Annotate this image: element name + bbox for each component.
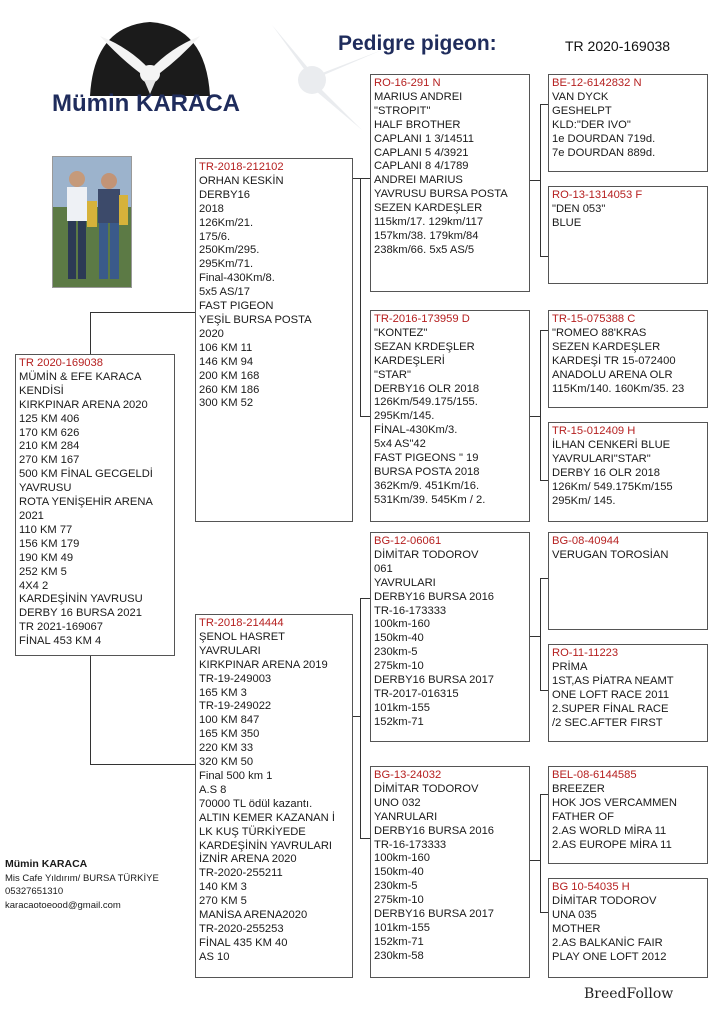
- detail-line: KIRKPINAR ARENA 2019: [199, 658, 328, 671]
- detail-line: 126Km/ 549.175Km/155: [552, 480, 673, 493]
- detail-line: "DEN 053": [552, 202, 606, 215]
- detail-line: BREEZER: [552, 782, 605, 795]
- pigeon-details: [199, 175, 352, 411]
- connector-line: [352, 716, 361, 717]
- detail-line: KARDEŞİNİN YAVRULARI: [199, 839, 333, 852]
- detail-line: 275km-10: [374, 660, 424, 673]
- detail-line: TR-19-249022: [199, 700, 272, 713]
- pedigree-box-sire-sire-sire: [548, 74, 708, 172]
- detail-line: "STAR": [374, 368, 411, 381]
- detail-line: KLD:"DER IVO": [552, 118, 631, 131]
- detail-line: 260 KM 186: [199, 383, 260, 396]
- detail-line: 175/6.: [199, 230, 231, 243]
- detail-line: DERBY 16 BURSA 2021: [19, 607, 142, 620]
- pigeon-details: [552, 549, 707, 563]
- detail-line: 230km-5: [374, 880, 418, 893]
- detail-line: KENDİSİ: [19, 384, 64, 397]
- ring-number: TR-15-075388 C: [552, 313, 636, 325]
- ring-number: BG 10-54035 H: [552, 881, 630, 893]
- connector-line: [90, 312, 195, 313]
- detail-line: 270 KM 167: [19, 454, 80, 467]
- detail-line: 2021: [19, 509, 44, 522]
- detail-line: 140 KM 3: [199, 881, 247, 894]
- detail-line: TR-16-173333: [374, 838, 447, 851]
- connector-line: [530, 636, 541, 637]
- detail-line: YAVRULARI: [374, 576, 436, 589]
- detail-line: YAVRUSU BURSA POSTA: [374, 188, 508, 201]
- detail-line: KIRKPINAR ARENA 2020: [19, 398, 148, 411]
- detail-line: Final 500 km 1: [199, 769, 273, 782]
- pedigree-box-dam-sire-dam: [548, 644, 708, 742]
- detail-line: 295Km/71.: [199, 258, 254, 271]
- detail-line: TR-2017-016315: [374, 687, 459, 700]
- detail-line: 1ST,AS PİATRA NEAMT: [552, 674, 674, 687]
- ring-number: TR-2018-212102: [199, 161, 284, 173]
- detail-line: MANİSA ARENA2020: [199, 909, 308, 922]
- detail-line: BLUE: [552, 216, 582, 229]
- detail-line: 4X4 2: [19, 579, 49, 592]
- detail-line: ONE LOFT RACE 2011: [552, 688, 670, 701]
- detail-line: 270 KM 5: [199, 895, 247, 908]
- detail-line: CAPLANI 1 3/14511: [374, 132, 474, 145]
- detail-line: İZNİR ARENA 2020: [199, 853, 297, 866]
- ring-number: RO-13-1314053 F: [552, 189, 643, 201]
- pedigree-box-sire-dam-dam: [548, 422, 708, 522]
- detail-line: A.S 8: [199, 783, 227, 796]
- detail-line: TR-19-249003: [199, 672, 272, 685]
- detail-line: ORHAN KESKİN: [199, 174, 284, 187]
- dove-logo-icon: [80, 18, 220, 96]
- detail-line: HOK JOS VERCAMMEN: [552, 796, 677, 809]
- detail-line: 125 KM 406: [19, 412, 80, 425]
- ring-number: BE-12-6142832 N: [552, 77, 642, 89]
- detail-line: 165 KM 3: [199, 686, 247, 699]
- pigeon-details: [552, 661, 707, 731]
- connector-line: [540, 794, 541, 912]
- pigeon-details: [199, 631, 352, 965]
- detail-line: 150km-40: [374, 866, 424, 879]
- detail-line: ALTIN KEMER KAZANAN İ: [199, 811, 335, 824]
- contact-address: Mis Cafe Yıldırım/ BURSA TÜRKİYE: [5, 872, 159, 884]
- pedigree-box-sire-sire: [370, 74, 530, 292]
- detail-line: 152km-71: [374, 715, 424, 728]
- detail-line: DERBY16 BURSA 2016: [374, 824, 495, 837]
- connector-line: [530, 416, 541, 417]
- detail-line: 101km-155: [374, 701, 430, 714]
- detail-line: KARDEŞLERİ: [374, 354, 445, 367]
- detail-line: FAST PIGEON: [199, 300, 274, 313]
- detail-line: MÜMİN & EFE KARACA: [19, 370, 142, 383]
- detail-line: YEŞİL BURSA POSTA: [199, 313, 312, 326]
- detail-line: TR-2020-255211: [199, 867, 283, 880]
- contact-info: [5, 858, 159, 912]
- detail-line: VAN DYCK: [552, 90, 609, 103]
- detail-line: 157km/38. 179km/84: [374, 229, 479, 242]
- detail-line: 126Km/549.175/155.: [374, 396, 478, 409]
- detail-line: VERUGAN TOROSİAN: [552, 548, 669, 561]
- ring-number: RO-11-11223: [552, 647, 619, 659]
- detail-line: DİMİTAR TODOROV: [552, 894, 657, 907]
- pedigree-box-dam-dam-dam: [548, 878, 708, 978]
- detail-line: ROTA YENİŞEHİR ARENA: [19, 496, 153, 509]
- detail-line: 106 KM 11: [199, 341, 253, 354]
- detail-line: SEZEN KARDEŞLER: [374, 202, 483, 215]
- detail-line: ŞENOL HASRET: [199, 630, 285, 643]
- connector-line: [90, 312, 91, 354]
- detail-line: DERBY16 BURSA 2017: [374, 908, 495, 921]
- detail-line: 1e DOURDAN 719d.: [552, 132, 656, 145]
- connector-line: [530, 180, 541, 181]
- connector-line: [530, 860, 541, 861]
- detail-line: 5x4 AS"42: [374, 438, 426, 451]
- detail-line: FİNAL 453 KM 4: [19, 635, 102, 648]
- detail-line: UNO 032: [374, 796, 421, 809]
- detail-line: 150km-40: [374, 632, 424, 645]
- footer-brand: BreedFollow: [584, 986, 674, 1002]
- pigeon-details: [374, 783, 529, 964]
- ring-number: TR-2018-214444: [199, 617, 284, 629]
- detail-line: 70000 TL ödül kazantı.: [199, 797, 313, 810]
- ring-number: TR-2016-173959 D: [374, 313, 470, 325]
- pedigree-box-sire-dam: [370, 310, 530, 522]
- detail-line: 170 KM 626: [19, 426, 80, 439]
- pedigree-box-dam-sire-sire: [548, 532, 708, 630]
- ring-number: TR 2020-169038: [19, 357, 103, 369]
- ring-number: BG-08-40944: [552, 535, 620, 547]
- detail-line: 295Km/145.: [374, 410, 435, 423]
- detail-line: 320 KM 50: [199, 756, 254, 769]
- connector-line: [90, 764, 195, 765]
- detail-line: GESHELPT: [552, 104, 612, 117]
- detail-line: 100km-160: [374, 618, 430, 631]
- pigeon-details: [552, 327, 707, 397]
- detail-line: MOTHER: [552, 922, 601, 935]
- detail-line: 210 KM 284: [19, 440, 80, 453]
- pigeon-details: [374, 327, 529, 508]
- detail-line: CAPLANI 5 4/3921: [374, 146, 469, 159]
- detail-line: FİNAL-430Km/3.: [374, 424, 458, 437]
- detail-line: 101km-155: [374, 921, 430, 934]
- detail-line: ANADOLU ARENA OLR: [552, 368, 673, 381]
- detail-line: 2.AS BALKANİC FAIR: [552, 936, 663, 949]
- detail-line: 100 KM 847: [199, 714, 260, 727]
- detail-line: TR 2021-169067: [19, 621, 103, 634]
- pedigree-box-sire-sire-dam: [548, 186, 708, 284]
- detail-line: DERBY16 BURSA 2016: [374, 590, 495, 603]
- connector-line: [360, 598, 361, 838]
- detail-line: TR-16-173333: [374, 604, 447, 617]
- detail-line: 2018: [199, 202, 224, 215]
- detail-line: 061: [374, 562, 393, 575]
- pedigree-box-subject: [15, 354, 175, 656]
- detail-line: 156 KM 179: [19, 537, 80, 550]
- detail-line: LK KUŞ TÜRKİYEDE: [199, 825, 306, 838]
- detail-line: SEZAN KRDEŞLER: [374, 340, 475, 353]
- pedigree-box-dam: [195, 614, 353, 978]
- detail-line: 5x5 AS/17: [199, 286, 251, 299]
- pigeon-details: [552, 783, 707, 853]
- pedigree-box-sire-dam-sire: [548, 310, 708, 408]
- detail-line: 115Km/140. 160Km/35. 23: [552, 382, 685, 395]
- detail-line: DERBY16 OLR 2018: [374, 382, 480, 395]
- detail-line: DERBY16: [199, 188, 250, 201]
- detail-line: YAVRUSU: [19, 482, 72, 495]
- ring-number: BG-12-06061: [374, 535, 442, 547]
- detail-line: İLHAN CENKERİ BLUE: [552, 438, 671, 451]
- detail-line: CAPLANI 8 4/1789: [374, 160, 469, 173]
- pedigree-box-sire: [195, 158, 353, 522]
- detail-line: 2.AS EUROPE MİRA 11: [552, 838, 672, 851]
- breeders-photo: [52, 156, 132, 288]
- detail-line: 230km-5: [374, 646, 418, 659]
- pedigree-box-dam-sire: [370, 532, 530, 742]
- detail-line: YAVRULARI: [199, 644, 261, 657]
- detail-line: BURSA POSTA 2018: [374, 465, 480, 478]
- detail-line: DİMİTAR TODOROV: [374, 782, 479, 795]
- detail-line: 250Km/295.: [199, 244, 260, 257]
- detail-line: 115km/17. 129km/117: [374, 216, 484, 229]
- detail-line: 146 KM 94: [199, 355, 254, 368]
- detail-line: FİNAL 435 KM 40: [199, 936, 288, 949]
- detail-line: 238km/66. 5x5 AS/5: [374, 243, 475, 256]
- detail-line: DERBY 16 OLR 2018: [552, 466, 661, 479]
- detail-line: SEZEN KARDEŞLER: [552, 340, 661, 353]
- breeder-brand-name: Mümin KARACA: [52, 90, 240, 117]
- pigeon-details: [374, 91, 529, 258]
- pigeon-details: [552, 895, 707, 965]
- detail-line: 500 KM FİNAL GECGELDİ: [19, 468, 153, 481]
- detail-line: FATHER OF: [552, 810, 614, 823]
- header-ring-number: TR 2020-169038: [565, 38, 671, 54]
- detail-line: PLAY ONE LOFT 2012: [552, 950, 667, 963]
- pigeon-details: [374, 549, 529, 730]
- ring-number: TR-15-012409 H: [552, 425, 636, 437]
- pedigree-box-dam-dam: [370, 766, 530, 978]
- detail-line: KARDEŞİNİN YAVRUSU: [19, 593, 143, 606]
- connector-line: [540, 578, 541, 690]
- detail-line: AS 10: [199, 950, 230, 963]
- detail-line: 275km-10: [374, 894, 424, 907]
- ring-number: RO-16-291 N: [374, 77, 441, 89]
- detail-line: TR-2020-255253: [199, 922, 284, 935]
- connector-line: [360, 178, 361, 416]
- pigeon-details: [552, 203, 707, 231]
- detail-line: 152km-71: [374, 935, 424, 948]
- detail-line: 165 KM 350: [199, 728, 260, 741]
- detail-line: 220 KM 33: [199, 742, 254, 755]
- pigeon-details: [552, 91, 707, 161]
- detail-line: 230km-58: [374, 949, 424, 962]
- contact-name: Mümin KARACA: [5, 858, 88, 870]
- detail-line: /2 SEC.AFTER FIRST: [552, 716, 663, 729]
- detail-line: 126Km/21.: [199, 216, 254, 229]
- detail-line: 531Km/39. 545Km / 2.: [374, 493, 486, 506]
- connector-line: [540, 330, 541, 480]
- detail-line: YANRULARI: [374, 810, 438, 823]
- connector-line: [90, 656, 91, 764]
- detail-line: 300 KM 52: [199, 397, 254, 410]
- pedigree-box-dam-dam-sire: [548, 766, 708, 864]
- detail-line: 190 KM 49: [19, 551, 74, 564]
- detail-line: "KONTEZ": [374, 326, 428, 339]
- ring-number: BG-13-24032: [374, 769, 442, 781]
- detail-line: 362Km/9. 451Km/16.: [374, 479, 480, 492]
- detail-line: KARDEŞİ TR 15-072400: [552, 354, 676, 367]
- detail-line: 295Km/ 145.: [552, 494, 616, 507]
- detail-line: ANDREI MARIUS: [374, 174, 463, 187]
- page-title: Pedigre pigeon:: [338, 32, 497, 55]
- detail-line: Final-430Km/8.: [199, 272, 275, 285]
- detail-line: UNA 035: [552, 908, 597, 921]
- ring-number: BEL-08-6144585: [552, 769, 637, 781]
- detail-line: 2.SUPER FİNAL RACE: [552, 702, 669, 715]
- detail-line: HALF BROTHER: [374, 118, 461, 131]
- detail-line: DERBY16 BURSA 2017: [374, 674, 495, 687]
- detail-line: PRİMA: [552, 660, 588, 673]
- detail-line: 7e DOURDAN 889d.: [552, 146, 656, 159]
- detail-line: 110 KM 77: [19, 523, 73, 536]
- breeders-photo-illustration-icon: [53, 157, 132, 288]
- contact-email: karacaotoeood@gmail.com: [5, 899, 121, 911]
- detail-line: FAST PIGEONS " 19: [374, 452, 479, 465]
- detail-line: MARIUS ANDREI: [374, 90, 463, 103]
- detail-line: 2.AS WORLD MİRA 11: [552, 824, 667, 837]
- detail-line: DİMİTAR TODOROV: [374, 548, 479, 561]
- pigeon-details: [552, 439, 707, 509]
- contact-phone: 05327651310: [5, 886, 64, 897]
- detail-line: YAVRULARI"STAR": [552, 452, 651, 465]
- detail-line: "ROMEO 88'KRAS: [552, 326, 647, 339]
- detail-line: "STROPIT": [374, 104, 431, 117]
- detail-line: 100km-160: [374, 852, 430, 865]
- detail-line: 2020: [199, 327, 224, 340]
- pigeon-details: [19, 371, 174, 649]
- detail-line: 200 KM 168: [199, 369, 260, 382]
- detail-line: 252 KM 5: [19, 565, 67, 578]
